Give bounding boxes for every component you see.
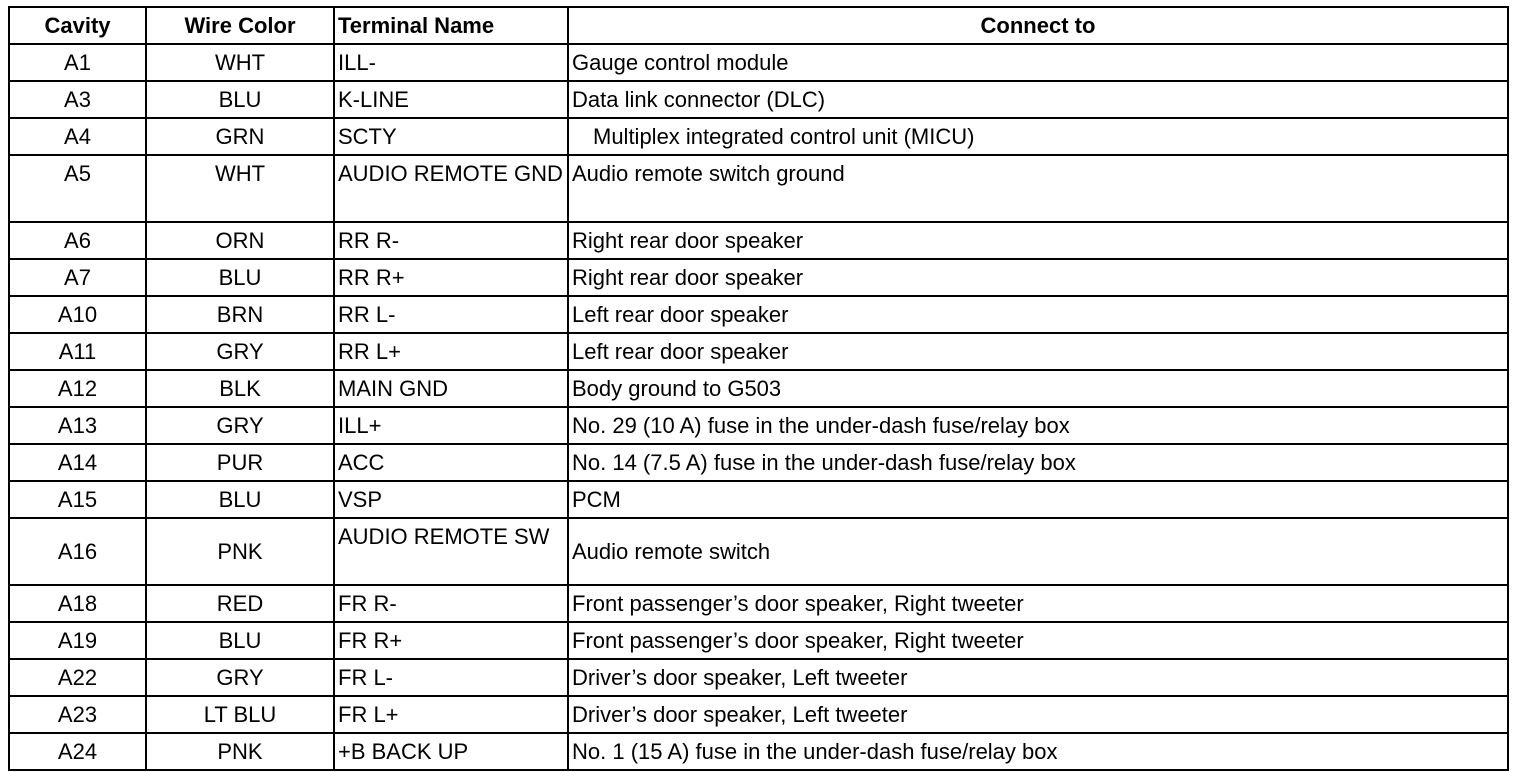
cavity-cell: A14 [9,444,146,481]
header-connect-to: Connect to [568,7,1508,44]
table-body [9,44,1508,770]
wiring-table [8,6,1509,771]
terminal-name-cell: K-LINE [334,81,568,118]
wire-color-cell: ORN [146,222,334,259]
terminal-name-cell: FR R+ [334,622,568,659]
wire-color-cell: LT BLU [146,696,334,733]
terminal-name-cell: VSP [334,481,568,518]
table-row [9,222,1508,259]
cavity-cell: A1 [9,44,146,81]
cavity-cell: A12 [9,370,146,407]
connect-to-cell: Data link connector (DLC) [568,81,1508,118]
cavity-cell: A19 [9,622,146,659]
connect-to-cell: Right rear door speaker [568,222,1508,259]
table-header [9,7,1508,44]
terminal-name-cell: SCTY [334,118,568,155]
terminal-name-cell: FR R- [334,585,568,622]
connect-to-cell: Audio remote switch [568,518,1508,585]
wire-color-cell: PNK [146,733,334,770]
wire-color-cell: PUR [146,444,334,481]
terminal-name-cell: FR L- [334,659,568,696]
connect-to-cell: Driver’s door speaker, Left tweeter [568,696,1508,733]
connect-to-cell: Audio remote switch ground [568,155,1508,222]
terminal-name-cell: RR R- [334,222,568,259]
cavity-cell: A6 [9,222,146,259]
terminal-name-cell: +B BACK UP [334,733,568,770]
table-row [9,481,1508,518]
wire-color-cell: BRN [146,296,334,333]
wire-color-cell: BLU [146,259,334,296]
terminal-name-cell: ILL+ [334,407,568,444]
table-row [9,696,1508,733]
connect-to-cell: Left rear door speaker [568,333,1508,370]
wire-color-cell: PNK [146,518,334,585]
table-row [9,659,1508,696]
cavity-cell: A13 [9,407,146,444]
cavity-cell: A22 [9,659,146,696]
cavity-cell: A23 [9,696,146,733]
header-wire-color: Wire Color [146,7,334,44]
table-row [9,296,1508,333]
table-row [9,518,1508,585]
cavity-cell: A5 [9,155,146,222]
wire-color-cell: WHT [146,44,334,81]
connect-to-cell: No. 29 (10 A) fuse in the under-dash fuse/relay box [568,407,1508,444]
table-row [9,622,1508,659]
wire-color-cell: GRY [146,407,334,444]
cavity-cell: A3 [9,81,146,118]
cavity-cell: A4 [9,118,146,155]
terminal-name-cell: RR R+ [334,259,568,296]
table-row [9,333,1508,370]
terminal-name-cell: FR L+ [334,696,568,733]
cavity-cell: A7 [9,259,146,296]
header-terminal-name: Terminal Name [334,7,568,44]
cavity-cell: A10 [9,296,146,333]
table-row [9,44,1508,81]
connect-to-cell: Body ground to G503 [568,370,1508,407]
cavity-cell: A16 [9,518,146,585]
terminal-name-cell: ACC [334,444,568,481]
wire-color-cell: RED [146,585,334,622]
header-row [9,7,1508,44]
connect-to-cell: Gauge control module [568,44,1508,81]
table-row [9,585,1508,622]
wire-color-cell: BLK [146,370,334,407]
wire-color-cell: GRY [146,659,334,696]
terminal-name-cell: AUDIO REMOTE GND [334,155,568,222]
connect-to-cell: No. 14 (7.5 A) fuse in the under-dash fuse/relay box [568,444,1508,481]
cavity-cell: A18 [9,585,146,622]
cavity-cell: A15 [9,481,146,518]
table-row [9,81,1508,118]
connect-to-cell: Front passenger’s door speaker, Right tweeter [568,622,1508,659]
connect-to-cell: Multiplex integrated control unit (MICU) [568,118,1508,155]
wire-color-cell: GRN [146,118,334,155]
connect-to-cell: No. 1 (15 A) fuse in the under-dash fuse/relay box [568,733,1508,770]
table-row [9,155,1508,222]
table-row [9,370,1508,407]
connect-to-cell: Left rear door speaker [568,296,1508,333]
terminal-name-cell: AUDIO REMOTE SW [334,518,568,585]
terminal-name-cell: RR L- [334,296,568,333]
connect-to-cell: Right rear door speaker [568,259,1508,296]
header-cavity: Cavity [9,7,146,44]
wire-color-cell: BLU [146,622,334,659]
table-row [9,407,1508,444]
terminal-name-cell: RR L+ [334,333,568,370]
wire-color-cell: WHT [146,155,334,222]
table-row [9,259,1508,296]
wire-color-cell: BLU [146,81,334,118]
connect-to-cell: Driver’s door speaker, Left tweeter [568,659,1508,696]
table-row [9,733,1508,770]
table-row [9,118,1508,155]
cavity-cell: A24 [9,733,146,770]
cavity-cell: A11 [9,333,146,370]
terminal-name-cell: MAIN GND [334,370,568,407]
wire-color-cell: BLU [146,481,334,518]
table-row [9,444,1508,481]
connect-to-cell: Front passenger’s door speaker, Right tweeter [568,585,1508,622]
wire-color-cell: GRY [146,333,334,370]
terminal-name-cell: ILL- [334,44,568,81]
connect-to-cell: PCM [568,481,1508,518]
